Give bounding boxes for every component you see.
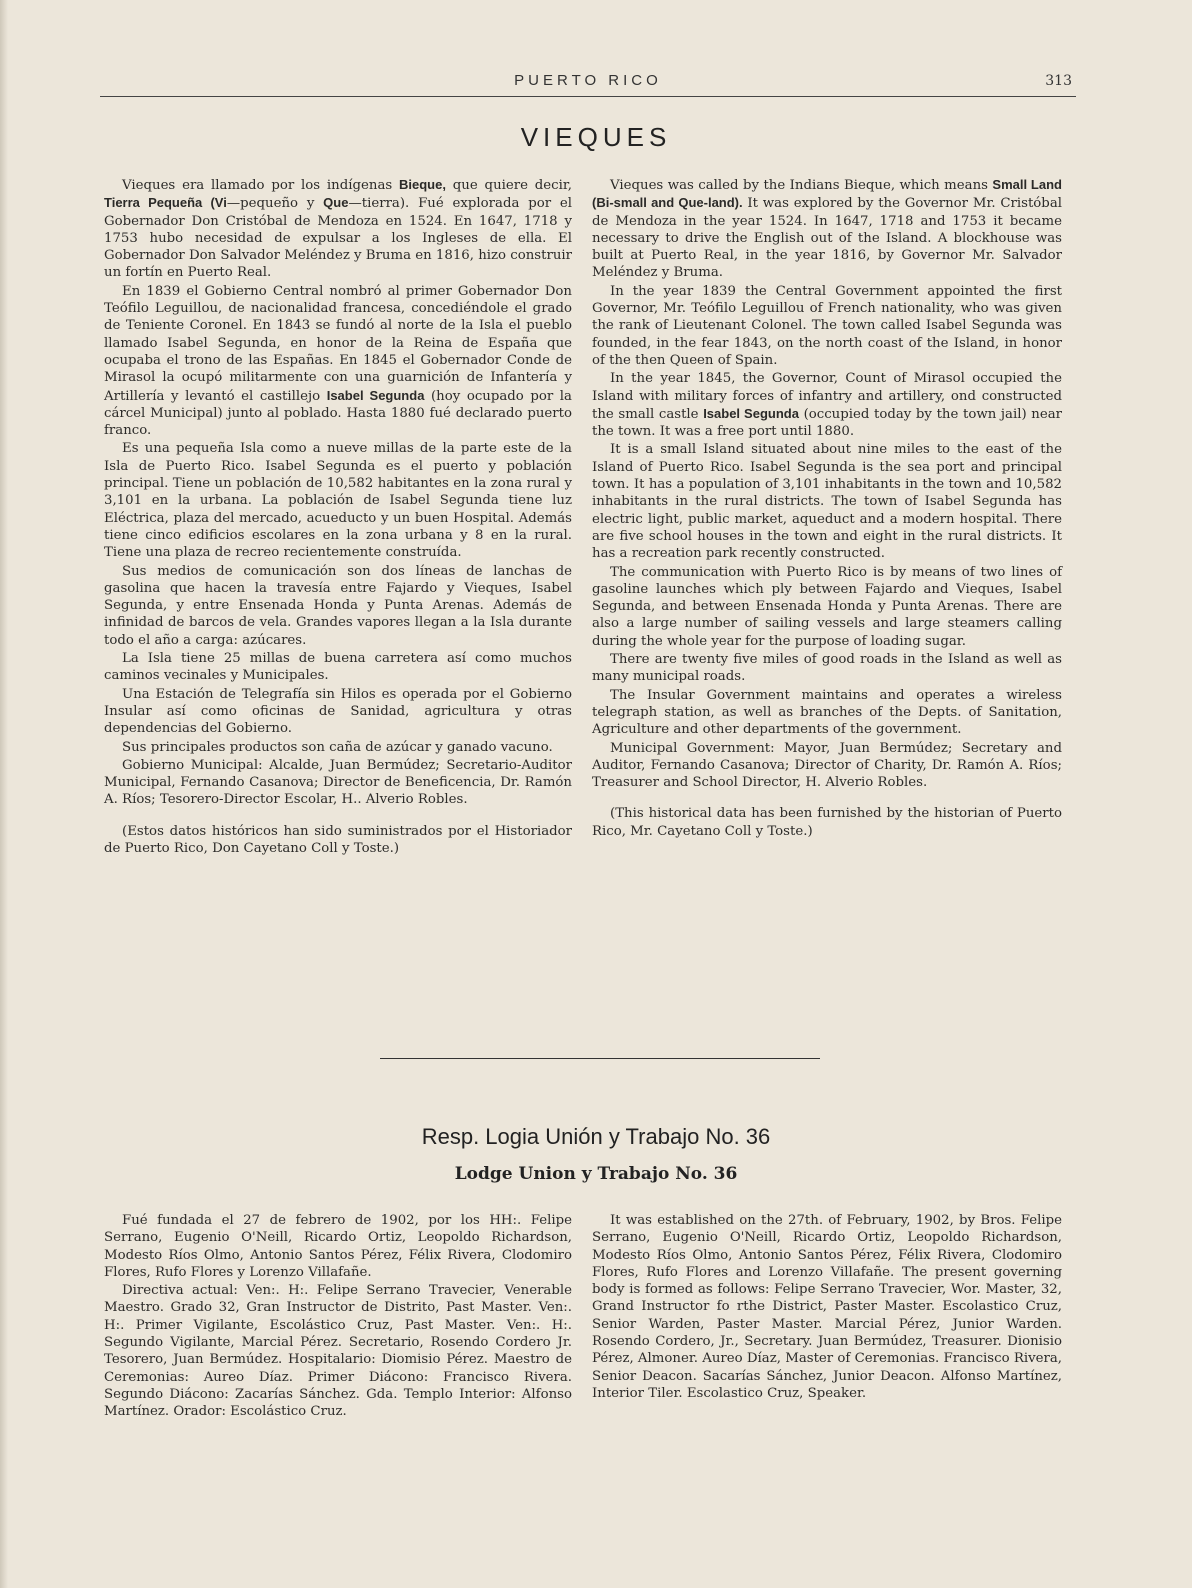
paragraph: Directiva actual: Ven:. H:. Felipe Serrano Travecier, Venerable Maestro. Grado 32, Gran Instructor de Distrito, Past Master. Ven:. H:. Primer Vigilante, Escolástico Cruz, Past Master. Ven:. H:. Segundo Vigilante, Marcial Pérez. Secretario, Rosendo Cordero Jr. Tesorero, Juan Bermúdez. Hospitalario: Diomisio Pérez. Maestro de Ceremonias: Aureo Díaz. Primer Diácono: Francisco Rivera. Segundo Diácono: Zacarías Sánchez. Gda. Templo Interior: Alfonso Martínez. Orador: Escolástico Cruz.	[104, 1283, 572, 1420]
lodge-english-column	[592, 1212, 1062, 1403]
paragraph: Gobierno Municipal: Alcalde, Juan Bermúdez; Secretario-Auditor Municipal, Fernando Casanova; Director de Beneficencia, Dr. Ramón A. Ríos; Tesorero-Director Escolar, H.. Alverio Robles.	[104, 757, 572, 808]
paragraph: Municipal Government: Mayor, Juan Bermúdez; Secretary and Auditor, Fernando Casanova; Director of Charity, Dr. Ramón A. Ríos; Treasurer and School Director, H. Alverio Robles.	[592, 740, 1062, 791]
lodge-spanish-column	[104, 1212, 572, 1422]
running-header	[100, 70, 1076, 97]
paragraph: Vieques was called by the Indians Bieque, which means Small Land (Bi-small and Que-land). It was explored by the Governor Mr. Cristóbal de Mendoza in the year 1524. In 1647, 1718 and 1753 it became necessary to drive the English out of the Island. A blockhouse was built at Puerto Real, in the year 1816, by Governor Mr. Salvador Meléndez y Bruma.	[592, 177, 1062, 281]
page-number: 313	[1045, 73, 1072, 89]
lodge-title: Resp. Logia Unión y Trabajo No. 36	[421, 1124, 771, 1149]
running-title: PUERTO RICO	[514, 72, 662, 89]
vieques-title: VIEQUES	[520, 122, 672, 152]
paragraph: In the year 1839 the Central Government appointed the first Governor, Mr. Teófilo Leguillou of French nationality, who was given the rank of Lieutenant Colonel. The town called Isabel Segunda was founded, in the fear 1843, on the north coast of the Island, in honor of the then Queen of Spain.	[592, 283, 1062, 368]
paragraph: Fué fundada el 27 de febrero de 1902, por los HH:. Felipe Serrano, Eugenio O'Neill, Ricardo Ortiz, Leopoldo Richardson, Modesto Ríos Olmo, Antonio Santos Pérez, Félix Rivera, Clodomiro Flores, Rufo Flores y Lorenzo Villafañe.	[104, 1213, 572, 1280]
paragraph: In the year 1845, the Governor, Count of Mirasol occupied the Island with military forces of infantry and artillery, ond constructed the small castle Isabel Segunda (occupied today by the town jail) near the town. It was a free port until 1880.	[592, 371, 1062, 440]
paragraph: Una Estación de Telegrafía sin Hilos es operada por el Gobierno Insular así como oficinas de Sanidad, agricultura y otras dependencias del Gobierno.	[104, 686, 572, 737]
vieques-spanish-column	[104, 176, 572, 858]
source-note: (This historical data has been furnished by the historian of Puerto Rico, Mr. Cayetano Coll y Toste.)	[592, 806, 1062, 839]
paragraph: It is a small Island situated about nine miles to the east of the Island of Puerto Rico. Isabel Segunda is the sea port and principal town. It has a population of 3,101 inhabitants in the town and 10,582 inhabitants in the rural districts. The town of Isabel Segunda has electric light, public market, aqueduct and a modern hospital. There are five school houses in the town and eight in the rural districts. It has a recreation park recently constructed.	[592, 442, 1062, 562]
paragraph: En 1839 el Gobierno Central nombró al primer Gobernador Don Teófilo Leguillou, de nacionalidad francesa, concediéndole el grado de Teniente Coronel. En 1843 se fundó al norte de la Isla el pueblo llamado Isabel Segunda, en honor de la Reina de España que ocupaba el trono de las Españas. En 1845 el Gobernador Conde de Mirasol la ocupó militarmente con una guarnición de Infantería y Artillería y levantó el castillejo Isabel Segunda (hoy ocupado por la cárcel Municipal) junto al poblado. Hasta 1880 fué declarado puerto franco.	[104, 283, 572, 439]
paragraph: Sus principales productos son caña de azúcar y ganado vacuno.	[122, 739, 553, 755]
paragraph: The Insular Government maintains and operates a wireless telegraph station, as well as branches of the Depts. of Sanitation, Agriculture and other departments of the government.	[592, 687, 1062, 738]
page-edge-shadow	[0, 0, 8, 1588]
paragraph: Es una pequeña Isla como a nueve millas de la parte este de la Isla de Puerto Rico. Isabel Segunda es el puerto y población principal. Tiene un población de 10,582 habitantes en la zona rural y 3,101 en la urbana. La población de Isabel Segunda tiene luz Eléctrica, plaza del mercado, acueducto y un buen Hospital. Además tiene cinco edificios escolares en la zona urbana y 8 en la rural. Tiene una plaza de recreo recientemente construída.	[104, 441, 572, 561]
vieques-english-column	[592, 176, 1062, 841]
lodge-subtitle: Lodge Union y Trabajo No. 36	[454, 1164, 738, 1184]
paragraph: The communication with Puerto Rico is by means of two lines of gasoline launches which ply between Fajardo and Vieques, Isabel Segunda, and between Ensenada Honda y Punta Arenas. There are also a large number of sailing vessels and large steamers calling during the whole year for the purpose of loading sugar.	[592, 564, 1062, 649]
paragraph: La Isla tiene 25 millas de buena carretera así como muchos caminos vecinales y Municipales.	[104, 651, 572, 684]
paragraph: Sus medios de comunicación son dos líneas de lanchas de gasolina que hacen la travesía entre Fajardo y Vieques, Isabel Segunda, y entre Ensenada Honda y Punta Arenas. Además de infinidad de barcos de vela. Grandes vapores llegan a la Isla durante todo el año a carga: azúcares.	[104, 563, 572, 648]
paragraph: There are twenty five miles of good roads in the Island as well as many municipal roads.	[592, 652, 1062, 685]
source-note: (Estos datos históricos han sido suministrados por el Historiador de Puerto Rico, Don Cayetano Coll y Toste.)	[104, 823, 572, 856]
paragraph: Vieques era llamado por los indígenas Bieque, que quiere decir, Tierra Pequeña (Vi—pequeño y Que—tierra). Fué explorada por el Gobernador Don Cristóbal de Mendoza en 1524. En 1647, 1718 y 1753 hubo necesidad de expulsar a los Ingleses de ella. El Gobernador Don Salvador Meléndez y Bruma en 1816, hizo construir un fortín en Puerto Real.	[104, 177, 572, 281]
section-divider	[380, 1058, 820, 1059]
paragraph: It was established on the 27th. of February, 1902, by Bros. Felipe Serrano, Eugenio O'Neill, Ricardo Ortiz, Leopoldo Richardson, Modesto Ríos Olmo, Antonio Santos Pérez, Félix Rivera, Clodomiro Flores, Rufo Flores and Lorenzo Villafañe. The present governing body is formed as follows: Felipe Serrano Travecier, Wor. Master, 32, Grand Instructor fo rthe District, Paster Master. Escolastico Cruz, Senior Warden, Paster Master. Marcial Pérez, Junior Warden. Rosendo Cordero, Jr., Secretary. Juan Bermúdez, Treasurer. Dionisio Pérez, Almoner. Aureo Díaz, Master of Ceremonias. Francisco Rivera, Senior Deacon. Sacarías Sánchez, Junior Deacon. Alfonso Martínez, Interior Tiler. Escolastico Cruz, Speaker.	[592, 1213, 1062, 1401]
